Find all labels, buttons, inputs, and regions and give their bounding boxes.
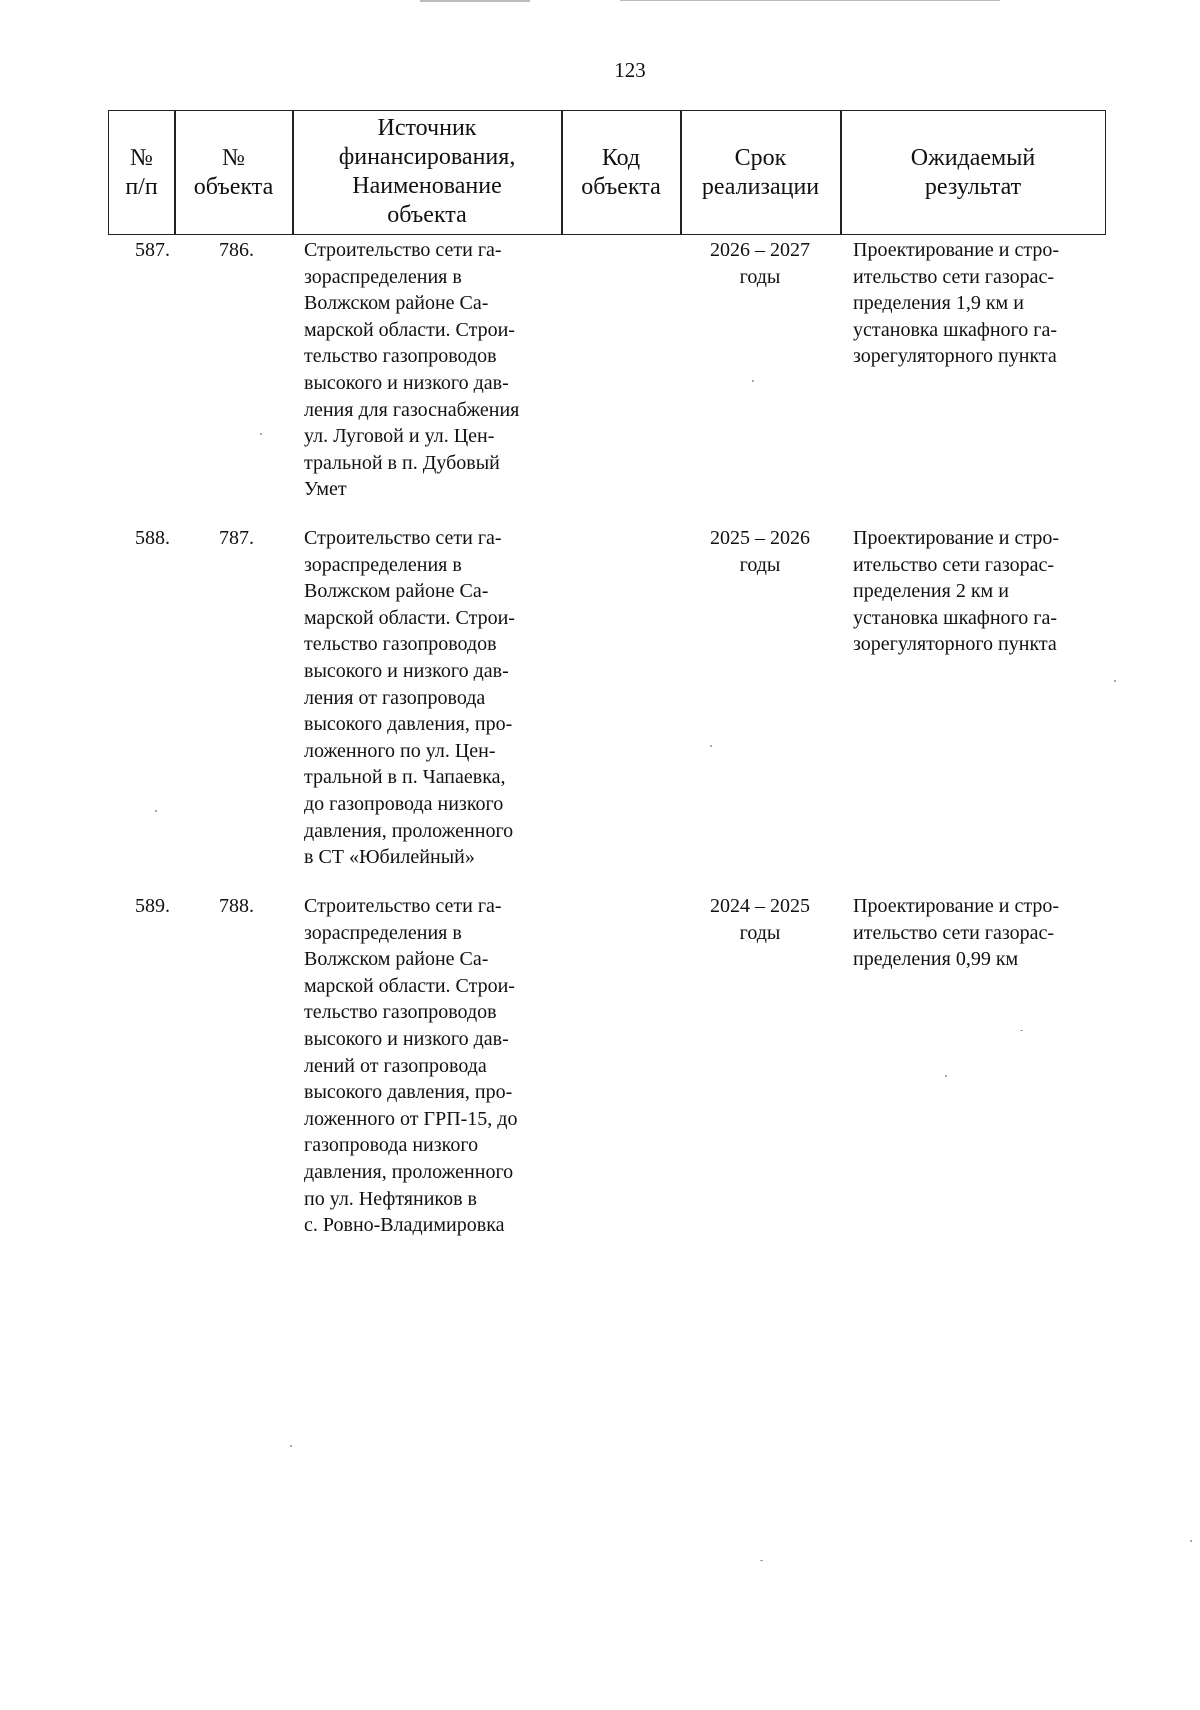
scan-speck	[290, 1445, 292, 1447]
scan-speck	[1190, 1540, 1192, 1542]
header-result: Ожидаемый результат	[910, 144, 1036, 200]
scan-speck	[945, 1075, 947, 1077]
row-object-name: Строительство сети га- зораспределения в Волжском районе Са- марской области. Строи- тельство газопроводов высокого и низкого дав- ления от газопровода высокого давления, про- ложенного по ул. Цен- тральной в п. Чапаевка, до газопровода низкого давления, проложенного в СТ «Юбилейный»	[304, 527, 515, 869]
row-num: 587.	[135, 239, 170, 261]
header-num: № п/п	[125, 144, 158, 200]
row-object-num: 786.	[219, 239, 254, 261]
scan-speck	[1020, 1030, 1023, 1031]
row-term: 2026 – 2027 годы	[710, 239, 810, 288]
scan-speck	[1114, 680, 1116, 682]
scan-speck	[752, 380, 754, 382]
scan-edge-artifact	[420, 0, 530, 2]
header-object-num: № объекта	[193, 144, 274, 200]
row-term: 2025 – 2026 годы	[710, 527, 810, 576]
table-header	[108, 110, 1106, 235]
header-code: Код объекта	[581, 144, 661, 200]
page-number: 123	[614, 58, 646, 82]
row-term: 2024 – 2025 годы	[710, 895, 810, 944]
scan-speck	[155, 810, 157, 812]
scan-speck	[260, 433, 262, 435]
row-result: Проектирование и стро- ительство сети газорас- пределения 1,9 км и установка шкафного га- зорегуляторного пункта	[853, 239, 1060, 368]
row-object-name: Строительство сети га- зораспределения в Волжском районе Са- марской области. Строи- тельство газопроводов высокого и низкого дав- лений от газопровода высокого давления, про- ложенного от ГРП-15, до газопровода низкого давления, проложенного по ул. Нефтяников в с. Ровно-Владимировка	[304, 895, 518, 1237]
row-result: Проектирование и стро- ительство сети газорас- пределения 2 км и установка шкафного га- зорегуляторного пункта	[853, 527, 1060, 656]
row-num: 588.	[135, 527, 170, 549]
row-result: Проектирование и стро- ительство сети газорас- пределения 0,99 км	[853, 895, 1060, 971]
row-object-name: Строительство сети га- зораспределения в Волжском районе Са- марской области. Строи- тельство газопроводов высокого и низкого дав- ления для газоснабжения ул. Луговой и ул. Цен- тральной в п. Дубовый Умет	[304, 239, 520, 501]
header-term: Срок реализации	[701, 144, 820, 200]
scan-speck	[760, 1560, 763, 1561]
scan-edge-artifact	[620, 0, 1000, 1]
row-object-num: 788.	[219, 895, 254, 917]
scan-speck	[710, 745, 712, 747]
header-source: Источник финансирования, Наименование объекта	[338, 115, 516, 228]
row-num: 589.	[135, 895, 170, 917]
row-object-num: 787.	[219, 527, 254, 549]
